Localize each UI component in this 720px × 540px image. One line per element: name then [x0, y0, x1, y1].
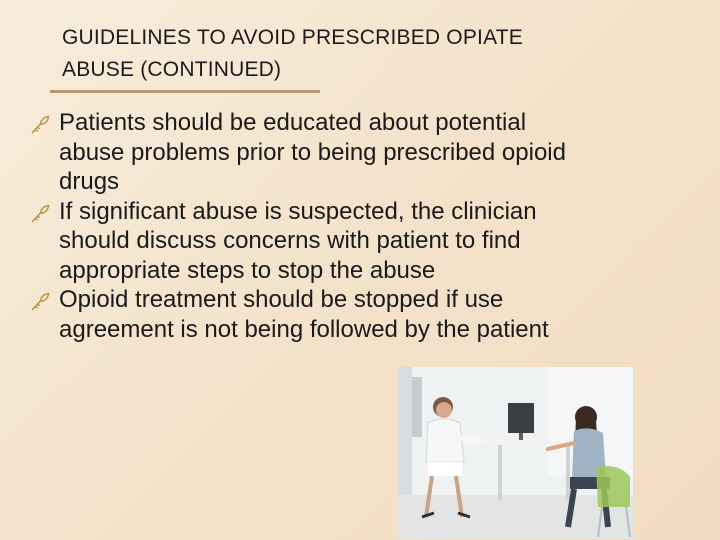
- title-underline: [50, 90, 320, 93]
- bullet-2-line-1: If significant abuse is suspected, the clinician: [59, 197, 537, 225]
- bullet-2-line-2: should discuss concerns with patient to find: [59, 227, 521, 254]
- bullet-3-line-2: agreement is not being followed by the patient: [59, 315, 549, 343]
- bullet-list: [30, 108, 670, 344]
- doctor-patient-photo: [398, 367, 633, 539]
- feather-pen-icon: [30, 204, 50, 224]
- bullet-item: [30, 197, 670, 286]
- feather-pen-icon: [30, 292, 50, 312]
- consultation-illustration: [398, 367, 633, 539]
- title-line-1: GUIDELINES TO AVOID PRESCRIBED OPIATE: [62, 26, 523, 49]
- bullet-1-line-1: Patients should be educated about potential: [59, 109, 527, 136]
- bullet-item: [30, 285, 670, 344]
- slide-title: [62, 22, 662, 86]
- bullet-3-line-1: Opioid treatment should be stopped if use: [59, 286, 504, 313]
- feather-pen-icon: [30, 115, 50, 135]
- title-line-2: ABUSE (CONTINUED): [62, 58, 282, 81]
- bullet-1-line-2: abuse problems prior to being prescribed opioid: [59, 138, 566, 166]
- bullet-1-line-3: drugs: [59, 168, 120, 195]
- bullet-item: [30, 108, 670, 197]
- bullet-2-line-3: appropriate steps to stop the abuse: [59, 256, 436, 284]
